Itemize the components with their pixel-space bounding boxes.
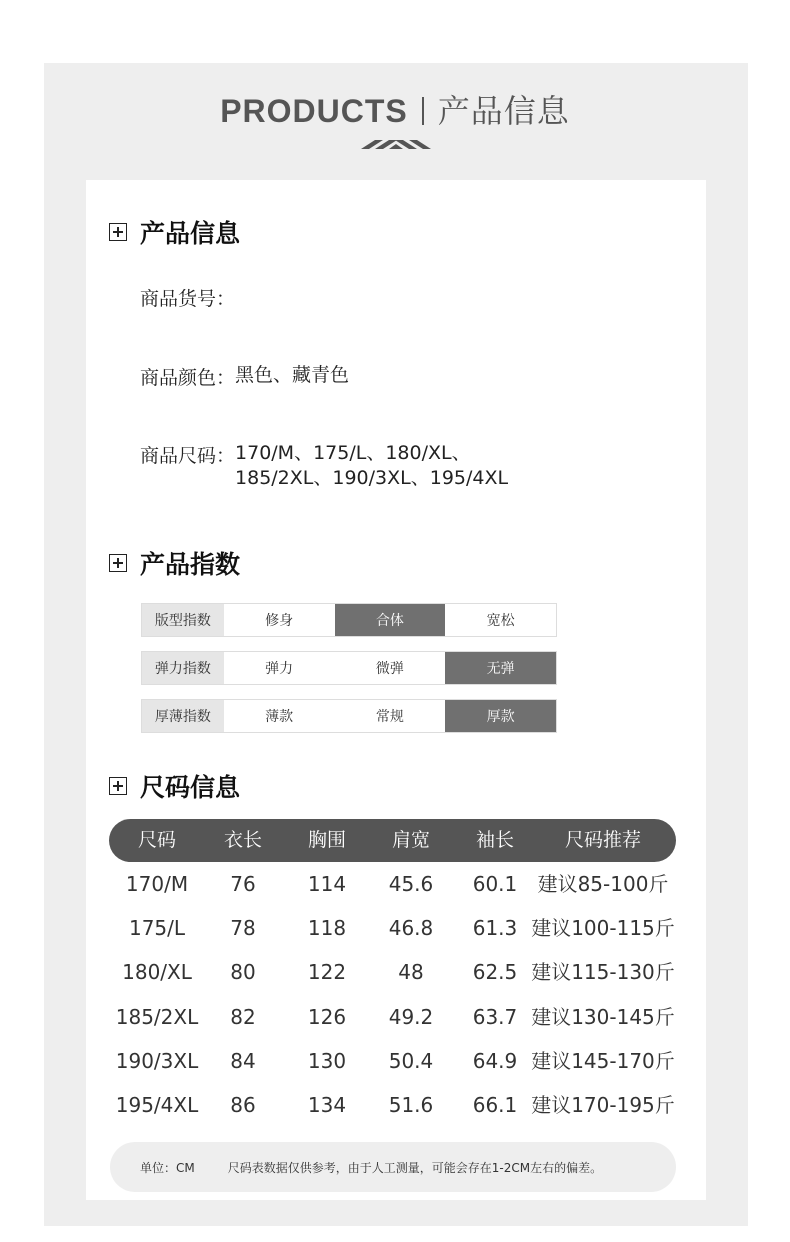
info-label: 商品尺码： — [140, 445, 236, 467]
section-title: 尺码信息 — [140, 773, 241, 802]
info-label: 商品货号： — [140, 288, 236, 310]
table-cell: 84 — [230, 1049, 256, 1073]
table-cell: 175/L — [128, 916, 186, 940]
index-option-selected: 合体 — [335, 604, 446, 636]
note-unit: 单位：CM — [140, 1160, 195, 1175]
table-cell: 建议85-100斤 — [537, 872, 669, 896]
index-row — [141, 699, 557, 733]
info-row-color — [140, 363, 349, 390]
table-cell: 80 — [230, 960, 256, 984]
title-english: PRODUCTS — [220, 93, 408, 129]
table-cell: 130 — [307, 1049, 347, 1073]
table-cell: 建议130-145斤 — [531, 1005, 675, 1029]
table-cell: 建议145-170斤 — [531, 1049, 675, 1073]
page-title — [0, 86, 790, 132]
table-cell: 118 — [307, 916, 347, 940]
index-option: 修身 — [224, 604, 335, 636]
table-cell: 61.3 — [472, 916, 518, 940]
table-cell: 78 — [230, 916, 256, 940]
table-cell: 45.6 — [388, 872, 434, 896]
table-cell: 114 — [307, 872, 347, 896]
table-cell: 建议115-130斤 — [531, 960, 675, 984]
size-column-header: 尺码 — [137, 829, 177, 851]
index-option: 宽松 — [445, 604, 556, 636]
info-label: 商品颜色： — [140, 367, 236, 389]
table-cell: 46.8 — [388, 916, 434, 940]
section-title: 产品信息 — [140, 219, 241, 248]
table-cell: 195/4XL — [115, 1093, 199, 1117]
size-column-header: 衣长 — [223, 829, 263, 851]
size-table-header — [109, 819, 676, 862]
table-cell: 180/XL — [122, 960, 192, 984]
section-title: 产品指数 — [140, 550, 241, 579]
size-column-header: 胸围 — [307, 829, 347, 851]
plus-box-icon — [109, 554, 127, 572]
index-option: 弹力 — [224, 652, 335, 684]
note-text: 尺码表数据仅供参考，由于人工测量，可能会存在1-2CM左右的偏差。 — [227, 1160, 603, 1175]
table-cell: 86 — [230, 1093, 256, 1117]
index-row — [141, 603, 557, 637]
index-row — [141, 651, 557, 685]
table-row — [109, 995, 676, 1039]
table-cell: 82 — [230, 1005, 256, 1029]
table-cell: 185/2XL — [115, 1005, 199, 1029]
table-row — [109, 950, 676, 994]
table-cell: 122 — [307, 960, 347, 984]
table-cell: 51.6 — [388, 1093, 434, 1117]
index-option-selected: 厚款 — [445, 700, 556, 732]
table-cell: 60.1 — [472, 872, 518, 896]
index-label: 版型指数 — [142, 604, 224, 636]
table-cell: 49.2 — [388, 1005, 434, 1029]
table-cell: 建议100-115斤 — [531, 916, 675, 940]
title-divider — [422, 97, 424, 125]
table-row — [109, 1083, 676, 1127]
table-cell: 170/M — [125, 872, 189, 896]
index-option: 微弹 — [335, 652, 446, 684]
plus-box-icon — [109, 223, 127, 241]
info-row-item-number — [140, 284, 235, 311]
index-option: 薄款 — [224, 700, 335, 732]
info-value: 170/M、175/L、180/XL、 185/2XL、190/3XL、195/4XL — [235, 442, 509, 489]
table-row — [109, 1039, 676, 1083]
table-cell: 50.4 — [388, 1049, 434, 1073]
index-option: 常规 — [335, 700, 446, 732]
index-label: 厚薄指数 — [142, 700, 224, 732]
table-cell: 126 — [307, 1005, 347, 1029]
title-chinese: 产品信息 — [437, 92, 570, 130]
size-column-header: 尺码推荐 — [564, 829, 642, 851]
table-cell: 62.5 — [472, 960, 518, 984]
section-header-index — [109, 545, 240, 581]
size-column-header: 肩宽 — [391, 829, 431, 851]
table-cell: 66.1 — [472, 1093, 518, 1117]
size-note — [110, 1142, 676, 1192]
table-cell: 48 — [398, 960, 424, 984]
table-cell: 63.7 — [472, 1005, 518, 1029]
table-cell: 76 — [230, 872, 256, 896]
index-option-selected: 无弹 — [445, 652, 556, 684]
table-cell: 建议170-195斤 — [531, 1093, 675, 1117]
table-row — [109, 906, 676, 950]
chevron-decoration-icon — [361, 138, 431, 150]
size-column-header: 袖长 — [475, 829, 515, 851]
table-cell: 190/3XL — [115, 1049, 199, 1073]
table-cell: 64.9 — [472, 1049, 518, 1073]
index-label: 弹力指数 — [142, 652, 224, 684]
table-cell: 134 — [307, 1093, 347, 1117]
info-value: 黑色、藏青色 — [235, 364, 350, 386]
section-header-info — [109, 214, 240, 250]
plus-box-icon — [109, 777, 127, 795]
table-row — [109, 862, 676, 906]
info-row-size — [140, 441, 508, 491]
section-header-size — [109, 768, 240, 804]
